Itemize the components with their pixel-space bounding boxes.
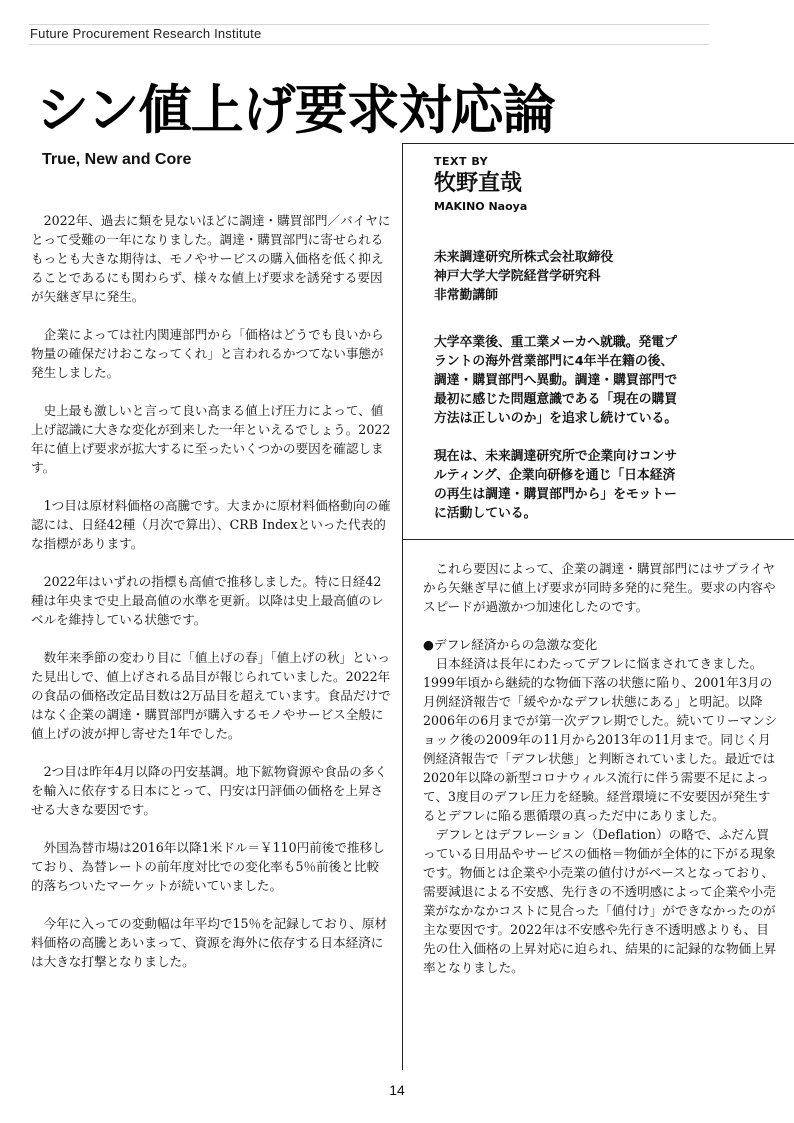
author-box-bottom-rule bbox=[402, 539, 794, 540]
body-paragraph: 外国為替市場は2016年以降1米ドル＝￥110円前後で推移しており、為替レートの前年度対比での変化率も5％前後と比較的落ちついたマーケットが続いていました。 bbox=[31, 840, 385, 893]
author-box bbox=[434, 155, 754, 523]
bio-line: 大学卒業後、重工業メーカへ就職。発電プ bbox=[434, 335, 677, 350]
bio-line: 方法は正しいのか」を追求し続けている。 bbox=[434, 411, 678, 426]
body-paragraph: 数年来季節の変わり目に「値上げの春」「値上げの秋」といった見出しで、値上げされる品目が報じられていました。2022年の食品の価格改定品目数は2万品目を超えています。食品だけではなく企業の調達・購買部門が購入するモノやサービス全般に値上げの波が押し寄せた1年でした。 bbox=[31, 650, 391, 741]
text-by-label: TEXT BY bbox=[434, 155, 489, 168]
author-affiliation bbox=[434, 248, 754, 305]
bio-line: 現在は、未来調達研究所で企業向けコンサ bbox=[434, 449, 678, 464]
author-bio-career bbox=[434, 333, 754, 428]
bio-line: ルティング、企業向研修を通じ「日本経済 bbox=[434, 468, 676, 483]
bio-line: の再生は調達・購買部門から」をモットー bbox=[434, 487, 677, 502]
author-box-top-rule bbox=[402, 143, 794, 144]
body-paragraph: 2022年はいずれの指標も高値で推移しました。特に日経42種は年央まで史上最高値の水準を更新。以降は史上最高値のレベルを維持している状態です。 bbox=[31, 574, 384, 627]
body-paragraph: これら要因によって、企業の調達・購買部門にはサプライヤから矢継ぎ早に値上げ要求が同時多発的に発生。要求の内容やスピードが過激かつ加速化したのです。 bbox=[423, 561, 776, 614]
affiliation-line: 非常勤講師 bbox=[434, 288, 498, 303]
body-paragraph: 1つ目は原材料価格の高騰です。大まかに原材料価格動向の確認には、日経42種（月次で算出）、CRB Indexといった代表的な指標があります。 bbox=[31, 498, 391, 551]
section-heading: ●デフレ経済からの急激な変化 bbox=[423, 637, 598, 652]
header-rule-bottom bbox=[29, 44, 709, 45]
body-paragraph: 日本経済は長年にわたってデフレに悩まされてきました。1999年頃から継続的な物価下落の状態に陥り、2001年3月の月例経済報告で「緩やかなデフレ状態にある」と明記。以降2006年の6月までが第一次デフレ期でした。続いてリーマンショック後の2009年の11月から2013年の11月まで。同じく月例経済報告で「デフレ状態」と判断されていました。最近では2020年以降の新型コロナウィルス流行に伴う需要不足によって、3度目のデフレ圧力を経験。経営環境に不安要因が発生するとデフレに陥る悪循環の真っただ中にありました。 bbox=[423, 656, 778, 823]
body-paragraph: 2つ目は昨年4月以降の円安基調。地下鉱物資源や食品の多くを輸入に依存する日本にとって、円安は円評価の価格を上昇させる大きな要因です。 bbox=[31, 764, 388, 817]
article-title: シン値上げ要求対応論 bbox=[36, 80, 555, 141]
author-name-roman: MAKINO Naoya bbox=[434, 200, 528, 213]
page-number: 14 bbox=[389, 1082, 405, 1098]
column-divider bbox=[402, 143, 403, 1070]
affiliation-line: 未来調達研究所株式会社取締役 bbox=[434, 250, 614, 265]
affiliation-line: 神戸大学大学院経営学研究科 bbox=[434, 269, 601, 284]
body-paragraph: 企業によっては社内関連部門から「価格はどうでも良いから物量の確保だけおこなってくれ」と言われるかつてない事態が発生しました。 bbox=[31, 327, 384, 380]
right-column bbox=[423, 559, 779, 977]
header-rule-top bbox=[29, 24, 709, 25]
body-paragraph: デフレとはデフレーション（Deflation）の略で、ふだん買っている日用品やサービスの価格＝物価が全体的に下がる現象です。物価とは企業や小売業の値付けがベースとなっており、需要減退による不安感、先行きの不透明感によって企業や小売業がなかなかコストに見合った「値付け」ができなかったのが主な要因です。2022年は不安感や先行き不透明感よりも、目先の仕入価格の上昇対応に迫られ、結果的に記録的な物価上昇率となりました。 bbox=[423, 827, 777, 975]
article-subtitle: True, New and Core bbox=[42, 151, 192, 168]
bio-line: に活動している。 bbox=[434, 506, 537, 521]
author-bio-current bbox=[434, 447, 754, 523]
bio-line: 調達・購買部門へ異動。調達・購買部門で bbox=[434, 373, 678, 388]
author-name: 牧野直哉 bbox=[434, 171, 523, 196]
left-column bbox=[31, 211, 391, 990]
header-organization: Future Procurement Research Institute bbox=[30, 26, 262, 41]
body-paragraph: 2022年、過去に類を見ないほどに調達・購買部門／バイヤにとって受難の一年になりました。調達・購買部門に寄せられるもっとも大きな期待は、モノやサービスの購入価格を低く抑えることであるにも関わらず、様々な値上げ要求を誘発する要因が矢継ぎ早に発生。 bbox=[31, 213, 391, 304]
bio-line: 最初に感じた問題意識である「現在の購買 bbox=[434, 392, 678, 407]
bio-line: ラントの海外営業部門に4年半在籍の後、 bbox=[434, 354, 674, 369]
body-paragraph: 今年に入っての変動幅は年平均で15％を記録しており、原材料価格の高騰とあいまって、資源を海外に依存する日本経済には大きな打撃となりました。 bbox=[31, 916, 388, 969]
body-paragraph: 史上最も激しいと言って良い高まる値上げ圧力によって、値上げ認識に大きな変化が到来した一年といえるでしょう。2022年に値上げ要求が拡大するに至ったいくつかの要因を確認します。 bbox=[31, 403, 391, 475]
